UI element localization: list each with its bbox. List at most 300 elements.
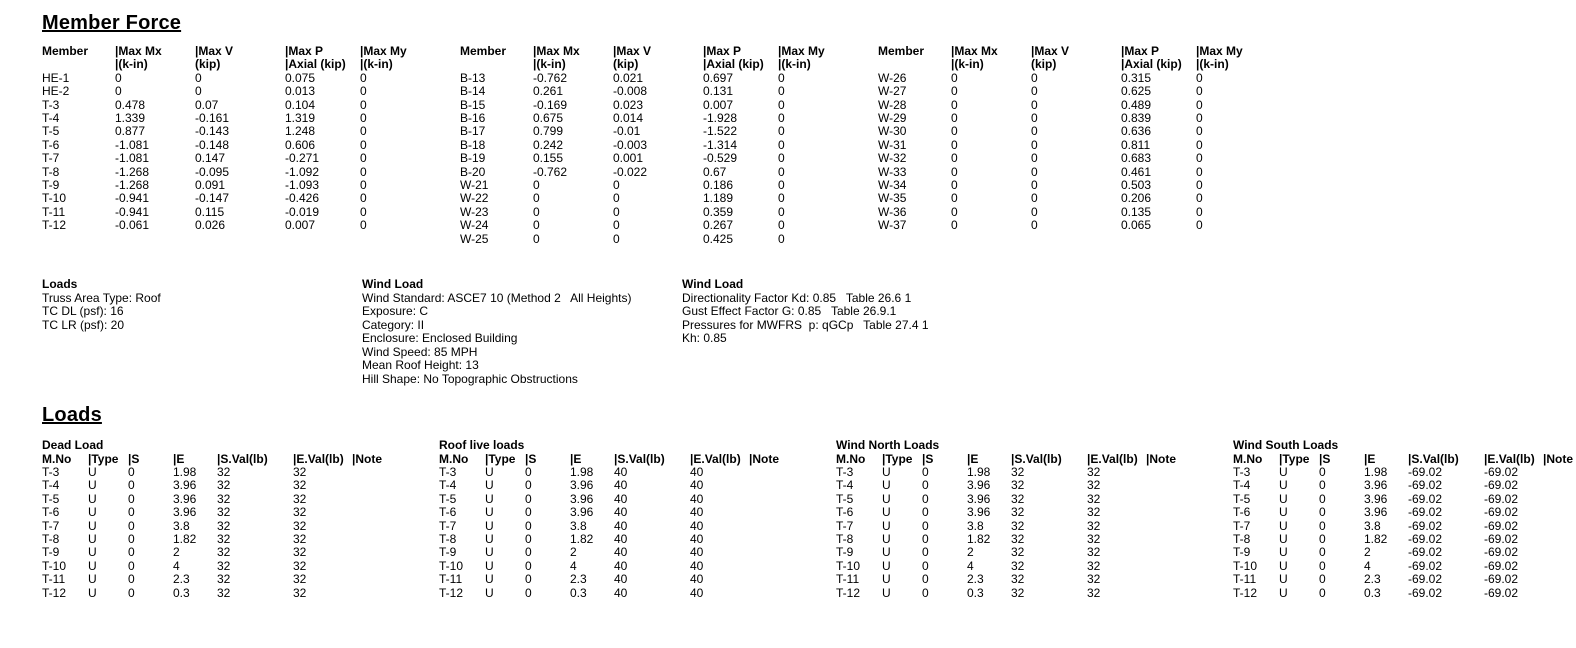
- value-cell: [352, 506, 439, 519]
- member-id-cell: B-16: [460, 111, 486, 126]
- value-cell: 32: [1087, 585, 1101, 600]
- value-cell: -69.02: [1408, 518, 1443, 533]
- value-cell: 0.07: [195, 97, 219, 112]
- value-cell: 0.503: [1121, 178, 1152, 193]
- member-id-cell: T-5: [1233, 491, 1251, 506]
- value-cell: -69.02: [1484, 545, 1519, 560]
- value-cell: U: [485, 531, 494, 546]
- value-cell: 40: [690, 585, 704, 600]
- member-id-cell: T-12: [42, 585, 67, 600]
- member-id-cell: T-7: [42, 151, 60, 166]
- value-cell: 2.3: [570, 572, 587, 587]
- value-cell: 40: [690, 545, 704, 560]
- table-row: [836, 479, 1233, 492]
- member-id-cell: T-6: [42, 505, 60, 520]
- column-header: |S.Val(lb): [1011, 451, 1062, 466]
- value-cell: [1146, 520, 1233, 533]
- value-cell: -0.095: [195, 164, 230, 179]
- value-cell: 32: [1087, 545, 1101, 560]
- value-cell: U: [1279, 491, 1288, 506]
- value-cell: 3.96: [173, 505, 197, 520]
- value-cell: 32: [217, 585, 231, 600]
- value-cell: -1.092: [285, 164, 320, 179]
- value-cell: 0: [195, 84, 202, 99]
- table-row: [439, 493, 836, 506]
- table-row: [878, 206, 1296, 219]
- member-id-cell: T-12: [439, 585, 464, 600]
- column-header: |Max P: [703, 44, 742, 58]
- value-cell: 32: [293, 491, 307, 506]
- table-row: [460, 99, 878, 112]
- table-row: [460, 219, 878, 232]
- value-cell: 0: [951, 204, 958, 219]
- table-row: [42, 72, 460, 85]
- table-row: [460, 85, 878, 98]
- value-cell: 3.96: [1364, 491, 1388, 506]
- value-cell: 32: [217, 491, 231, 506]
- value-cell: -1.314: [703, 137, 738, 152]
- table-row: [439, 573, 836, 586]
- member-id-cell: T-12: [1233, 585, 1258, 600]
- value-cell: 0: [195, 70, 202, 85]
- column-header: Member: [460, 44, 507, 58]
- value-cell: 0: [128, 491, 135, 506]
- value-cell: 0.186: [703, 178, 734, 193]
- value-cell: -0.941: [115, 191, 150, 206]
- value-cell: [352, 560, 439, 573]
- column-header: |Max Mx: [533, 44, 580, 58]
- table-row: [42, 560, 439, 573]
- value-cell: 0: [1196, 218, 1203, 233]
- value-cell: 0: [951, 70, 958, 85]
- member-id-cell: T-3: [439, 464, 457, 479]
- column-header: |Note: [1146, 451, 1177, 466]
- value-cell: U: [882, 531, 891, 546]
- info-line: Wind Speed: 85 MPH: [362, 344, 478, 359]
- value-cell: 0: [525, 478, 532, 493]
- info-line: Category: II: [362, 317, 425, 332]
- value-cell: [1543, 520, 1576, 533]
- value-cell: [352, 587, 439, 600]
- value-cell: [749, 573, 836, 586]
- member-id-cell: T-10: [836, 558, 861, 573]
- column-header: M.No: [42, 451, 72, 466]
- table-row: [460, 112, 878, 125]
- value-cell: 32: [293, 478, 307, 493]
- value-cell: 0.606: [285, 137, 316, 152]
- load-table-group: [42, 439, 439, 600]
- value-cell: 0: [951, 97, 958, 112]
- member-id-cell: W-36: [878, 204, 907, 219]
- column-header: |E.Val(lb): [1484, 451, 1535, 466]
- value-cell: 1.319: [285, 111, 316, 126]
- value-cell: 40: [614, 464, 628, 479]
- value-cell: 0: [778, 97, 785, 112]
- info-section-title: Wind Load: [362, 277, 424, 291]
- member-id-cell: T-4: [1233, 478, 1251, 493]
- table-row: [42, 506, 439, 519]
- value-cell: -0.147: [195, 191, 230, 206]
- member-id-cell: W-34: [878, 178, 907, 193]
- value-cell: 0.489: [1121, 97, 1152, 112]
- value-cell: 32: [217, 505, 231, 520]
- value-cell: [1543, 506, 1576, 519]
- member-id-cell: T-11: [1233, 572, 1257, 587]
- load-table: [1233, 453, 1576, 600]
- table-row: [836, 533, 1233, 546]
- value-cell: 0: [1319, 585, 1326, 600]
- value-cell: 0.839: [1121, 111, 1152, 126]
- member-force-section: [42, 12, 1296, 246]
- value-cell: U: [1279, 518, 1288, 533]
- value-cell: 0: [1031, 178, 1038, 193]
- value-cell: 0: [951, 218, 958, 233]
- table-row: [42, 520, 439, 533]
- value-cell: 0: [128, 531, 135, 546]
- column-header: |Max Mx: [951, 44, 998, 58]
- member-id-cell: T-4: [836, 478, 854, 493]
- member-id-cell: T-11: [42, 572, 66, 587]
- value-cell: -0.01: [613, 124, 641, 139]
- value-cell: 1.248: [285, 124, 316, 139]
- column-header-row: [460, 58, 878, 71]
- value-cell: 32: [1011, 505, 1025, 520]
- value-cell: 0: [360, 178, 367, 193]
- value-cell: 0.001: [613, 151, 644, 166]
- value-cell: [1543, 573, 1576, 586]
- value-cell: 0: [525, 585, 532, 600]
- column-header: |Max My: [778, 44, 825, 58]
- value-cell: 0: [778, 191, 785, 206]
- value-cell: U: [1279, 545, 1288, 560]
- value-cell: 0: [951, 84, 958, 99]
- table-row: [439, 506, 836, 519]
- value-cell: 0.3: [967, 585, 984, 600]
- member-id-cell: T-7: [439, 518, 457, 533]
- value-cell: 0: [1319, 545, 1326, 560]
- value-cell: -0.762: [533, 164, 568, 179]
- value-cell: 32: [217, 464, 231, 479]
- column-header: |E: [570, 451, 582, 466]
- value-cell: 0: [525, 491, 532, 506]
- table-row: [836, 560, 1233, 573]
- value-cell: 0: [1196, 84, 1203, 99]
- value-cell: 0.135: [1121, 204, 1152, 219]
- value-cell: -69.02: [1408, 491, 1443, 506]
- value-cell: 0: [533, 191, 540, 206]
- load-table-group: [1233, 439, 1576, 600]
- info-section: [42, 278, 362, 386]
- value-cell: 0.007: [703, 97, 734, 112]
- value-cell: -69.02: [1408, 545, 1443, 560]
- member-id-cell: T-5: [42, 124, 60, 139]
- value-cell: -1.093: [285, 178, 320, 193]
- member-id-cell: T-7: [1233, 518, 1251, 533]
- table-row: [878, 139, 1296, 152]
- column-header: |Max V: [195, 44, 234, 58]
- value-cell: 0.625: [1121, 84, 1152, 99]
- column-header: |S: [1319, 451, 1331, 466]
- column-header: |Type: [88, 451, 119, 466]
- value-cell: 0: [360, 151, 367, 166]
- value-cell: [749, 520, 836, 533]
- member-id-cell: T-5: [439, 491, 457, 506]
- value-cell: 0.007: [285, 218, 316, 233]
- member-id-cell: W-27: [878, 84, 907, 99]
- column-header: |(k-in): [778, 57, 811, 72]
- value-cell: U: [485, 545, 494, 560]
- value-cell: 0: [951, 151, 958, 166]
- value-cell: [1146, 506, 1233, 519]
- value-cell: 0.478: [115, 97, 146, 112]
- value-cell: 0: [922, 478, 929, 493]
- value-cell: 0: [778, 218, 785, 233]
- column-header: |E.Val(lb): [293, 451, 344, 466]
- value-cell: 0.023: [613, 97, 644, 112]
- member-id-cell: W-29: [878, 111, 907, 126]
- table-row: [878, 192, 1296, 205]
- value-cell: 0.315: [1121, 70, 1152, 85]
- value-cell: 0: [533, 218, 540, 233]
- value-cell: [1543, 479, 1576, 492]
- value-cell: -69.02: [1408, 572, 1443, 587]
- value-cell: -1.522: [703, 124, 738, 139]
- table-row: [878, 85, 1296, 98]
- value-cell: [1146, 573, 1233, 586]
- table-row: [42, 479, 439, 492]
- value-cell: [352, 533, 439, 546]
- member-force-table-group: [878, 45, 1296, 246]
- table-row: [460, 192, 878, 205]
- value-cell: 0.267: [703, 218, 734, 233]
- member-id-cell: T-8: [836, 531, 854, 546]
- value-cell: -69.02: [1408, 531, 1443, 546]
- table-row: [836, 587, 1233, 600]
- table-row: [42, 546, 439, 559]
- value-cell: -0.941: [115, 204, 150, 219]
- table-row: [460, 166, 878, 179]
- value-cell: 40: [614, 531, 628, 546]
- value-cell: 0: [1319, 531, 1326, 546]
- table-row: [836, 506, 1233, 519]
- value-cell: 3.96: [967, 491, 991, 506]
- value-cell: 32: [1087, 464, 1101, 479]
- table-row: [878, 72, 1296, 85]
- value-cell: 2: [570, 545, 577, 560]
- load-table-group: [439, 439, 836, 600]
- member-force-table-group: [42, 45, 460, 246]
- info-line: Gust Effect Factor G: 0.85 Table 26.9.1: [682, 304, 897, 318]
- value-cell: U: [485, 491, 494, 506]
- value-cell: 32: [293, 545, 307, 560]
- table-row: [439, 546, 836, 559]
- value-cell: 0: [778, 70, 785, 85]
- table-row: [1233, 466, 1576, 479]
- table-row: [42, 587, 439, 600]
- column-header: |Note: [1543, 451, 1574, 466]
- value-cell: 0: [128, 545, 135, 560]
- column-header: [42, 58, 115, 71]
- table-row: [836, 520, 1233, 533]
- column-header: |S: [525, 451, 537, 466]
- value-cell: U: [88, 572, 97, 587]
- value-cell: [352, 466, 439, 479]
- value-cell: 1.82: [1364, 531, 1388, 546]
- value-cell: -0.008: [613, 84, 648, 99]
- value-cell: U: [485, 505, 494, 520]
- member-id-cell: B-14: [460, 84, 486, 99]
- value-cell: 3.8: [173, 518, 190, 533]
- value-cell: 0.3: [173, 585, 190, 600]
- value-cell: 0.115: [195, 204, 225, 219]
- member-id-cell: T-12: [836, 585, 861, 600]
- column-header: |Max Mx: [115, 44, 162, 58]
- value-cell: -69.02: [1408, 505, 1443, 520]
- value-cell: 0: [778, 178, 785, 193]
- value-cell: 0: [922, 518, 929, 533]
- column-header: |Max P: [285, 44, 324, 58]
- value-cell: [1146, 546, 1233, 559]
- value-cell: 40: [690, 478, 704, 493]
- value-cell: 0.3: [570, 585, 587, 600]
- value-cell: U: [88, 478, 97, 493]
- value-cell: [1543, 493, 1576, 506]
- value-cell: 32: [1011, 464, 1025, 479]
- table-row: [439, 533, 836, 546]
- value-cell: 3.96: [1364, 505, 1388, 520]
- value-cell: [352, 573, 439, 586]
- value-cell: [352, 479, 439, 492]
- value-cell: 32: [293, 558, 307, 573]
- table-row: [1233, 573, 1576, 586]
- value-cell: 32: [217, 518, 231, 533]
- value-cell: 0: [128, 558, 135, 573]
- value-cell: 32: [217, 558, 231, 573]
- table-row: [836, 466, 1233, 479]
- value-cell: U: [882, 572, 891, 587]
- column-header: |Type: [485, 451, 516, 466]
- value-cell: 0: [1031, 111, 1038, 126]
- value-cell: [1146, 493, 1233, 506]
- member-id-cell: T-10: [1233, 558, 1258, 573]
- table-row: [439, 560, 836, 573]
- table-row: [439, 587, 836, 600]
- value-cell: 0: [1031, 218, 1038, 233]
- value-cell: 2: [967, 545, 974, 560]
- value-cell: [749, 493, 836, 506]
- value-cell: 0: [922, 464, 929, 479]
- member-id-cell: W-25: [460, 231, 489, 246]
- column-header: |E: [1364, 451, 1376, 466]
- value-cell: 0: [1319, 518, 1326, 533]
- table-row: [42, 219, 460, 232]
- column-header: M.No: [836, 451, 866, 466]
- member-force-table: [42, 45, 460, 233]
- column-header-row: [836, 453, 1233, 466]
- value-cell: 32: [1011, 478, 1025, 493]
- value-cell: 32: [293, 531, 307, 546]
- value-cell: 32: [1087, 558, 1101, 573]
- value-cell: 0: [360, 137, 367, 152]
- table-row: [42, 493, 439, 506]
- value-cell: 32: [293, 518, 307, 533]
- member-id-cell: HE-2: [42, 84, 70, 99]
- loads-title: Loads: [42, 404, 102, 426]
- value-cell: -0.061: [115, 218, 150, 233]
- value-cell: 0: [525, 531, 532, 546]
- value-cell: 32: [217, 531, 231, 546]
- column-header: |Note: [749, 451, 780, 466]
- member-id-cell: W-23: [460, 204, 489, 219]
- table-row: [42, 466, 439, 479]
- value-cell: 0: [360, 124, 367, 139]
- value-cell: 40: [690, 518, 704, 533]
- value-cell: 1.82: [967, 531, 991, 546]
- column-header-row: [878, 45, 1296, 58]
- member-id-cell: B-15: [460, 97, 486, 112]
- value-cell: 0: [1031, 97, 1038, 112]
- value-cell: -0.143: [195, 124, 230, 139]
- value-cell: 0: [778, 151, 785, 166]
- table-row: [42, 152, 460, 165]
- value-cell: -69.02: [1484, 572, 1519, 587]
- member-id-cell: B-13: [460, 70, 486, 85]
- value-cell: -69.02: [1484, 478, 1519, 493]
- column-header: |Axial (kip): [285, 57, 346, 72]
- value-cell: 3.96: [570, 478, 594, 493]
- table-row: [878, 152, 1296, 165]
- value-cell: -0.169: [533, 97, 568, 112]
- load-table-title: Dead Load: [42, 438, 104, 452]
- table-row: [1233, 520, 1576, 533]
- value-cell: U: [485, 558, 494, 573]
- member-id-cell: T-7: [836, 518, 854, 533]
- value-cell: 4: [173, 558, 180, 573]
- member-id-cell: T-7: [42, 518, 60, 533]
- column-header: |E.Val(lb): [1087, 451, 1138, 466]
- table-row: [1233, 587, 1576, 600]
- value-cell: -0.148: [195, 137, 230, 152]
- info-line: Hill Shape: No Topographic Obstructions: [362, 371, 578, 386]
- value-cell: 32: [1011, 545, 1025, 560]
- value-cell: U: [882, 545, 891, 560]
- value-cell: U: [88, 491, 97, 506]
- value-cell: U: [882, 464, 891, 479]
- value-cell: U: [485, 585, 494, 600]
- member-id-cell: T-12: [42, 218, 67, 233]
- member-id-cell: B-20: [460, 164, 486, 179]
- value-cell: 0: [525, 505, 532, 520]
- value-cell: 3.8: [570, 518, 587, 533]
- value-cell: 0: [1031, 70, 1038, 85]
- table-row: [1233, 533, 1576, 546]
- info-line: Exposure: C: [362, 304, 429, 318]
- value-cell: 0.359: [703, 204, 734, 219]
- value-cell: 40: [690, 464, 704, 479]
- load-table-title: Wind South Loads: [1233, 438, 1339, 452]
- member-id-cell: W-31: [878, 137, 907, 152]
- value-cell: 32: [1011, 491, 1025, 506]
- info-line: Pressures for MWFRS p: qGCp Table 27.4 1: [682, 317, 929, 332]
- info-section-title: Loads: [42, 277, 78, 291]
- value-cell: U: [1279, 505, 1288, 520]
- value-cell: 0: [360, 84, 367, 99]
- value-cell: 32: [1011, 518, 1025, 533]
- member-id-cell: T-11: [439, 572, 463, 587]
- member-id-cell: W-30: [878, 124, 907, 139]
- value-cell: 0.683: [1121, 151, 1152, 166]
- column-header: |(k-in): [1196, 57, 1229, 72]
